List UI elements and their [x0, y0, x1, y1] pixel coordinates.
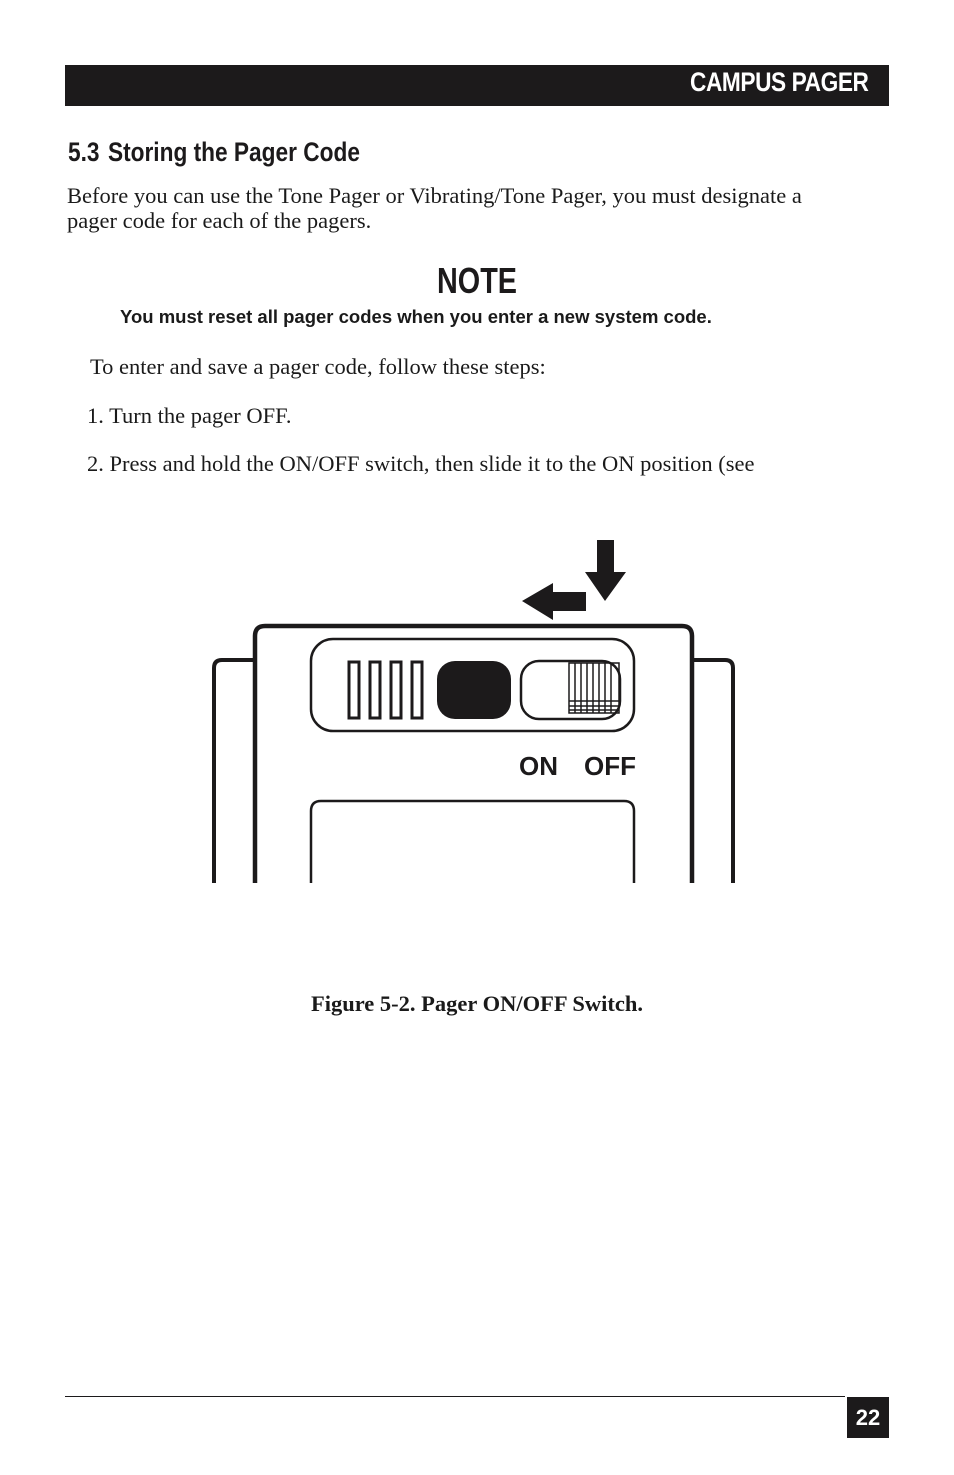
note-title-text: NOTE: [436, 260, 517, 301]
switch-ribs: [569, 663, 619, 713]
note-text: You must reset all pager codes when you enter a new system code.: [120, 306, 712, 327]
page-number: 22: [847, 1397, 889, 1438]
steps-intro: To enter and save a pager code, follow these steps:: [90, 354, 546, 379]
pager-display-window: [311, 801, 634, 883]
pager-switch-figure: [0, 520, 954, 900]
switch-label-on: ON: [519, 751, 558, 781]
intro-paragraph: Before you can use the Tone Pager or Vibrating/Tone Pager, you must designate a pager code for each of the pagers.: [67, 183, 802, 233]
header-title: CAMPUS PAGER: [690, 67, 869, 97]
note-title: [0, 260, 954, 302]
pager-right-flange: [692, 660, 733, 883]
section-number: 5.3: [68, 137, 100, 167]
footer-rule: [65, 1396, 845, 1397]
switch-grip-ridges: [349, 662, 422, 718]
left-arrow-icon: [522, 583, 586, 620]
section-title: Storing the Pager Code: [107, 137, 360, 167]
step-1: 1. Turn the pager OFF.: [87, 403, 292, 428]
down-arrow-icon: [585, 540, 626, 601]
switch-label-off: OFF: [584, 751, 636, 781]
pager-left-flange: [214, 660, 255, 883]
step-2: 2. Press and hold the ON/OFF switch, then slide it to the ON position (see: [87, 451, 755, 476]
header-bar: [65, 65, 889, 106]
figure-caption: Figure 5-2. Pager ON/OFF Switch.: [310, 991, 644, 1016]
switch-knob: [437, 661, 511, 719]
section-heading: [68, 137, 360, 168]
